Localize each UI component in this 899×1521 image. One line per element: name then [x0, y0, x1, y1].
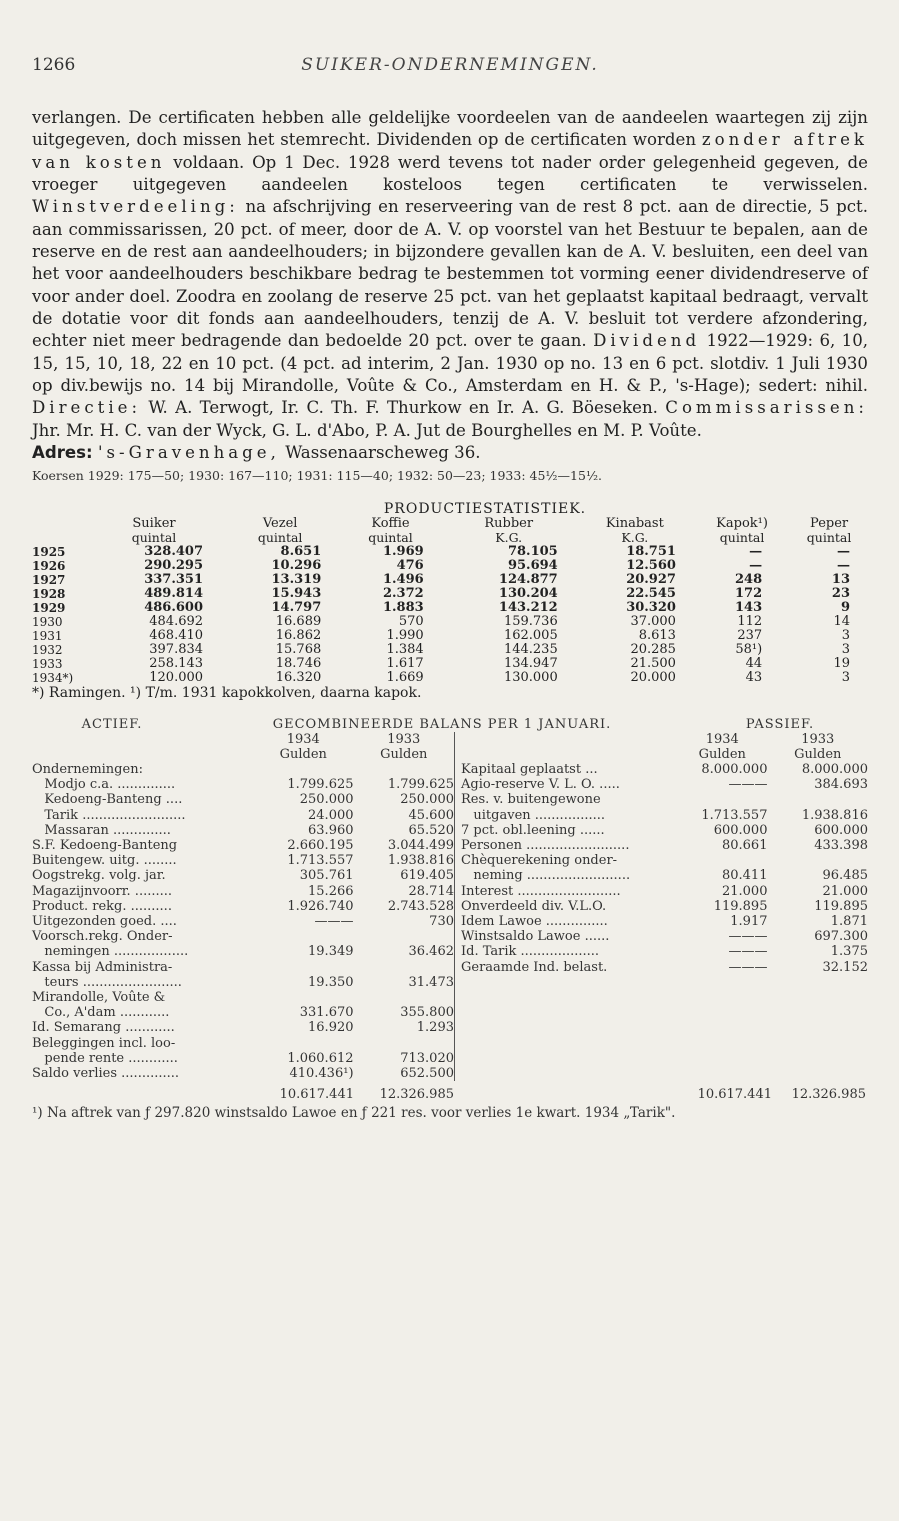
table-row: [32, 643, 868, 657]
row-label: Kedoeng-Banteng ....: [32, 792, 183, 808]
value-cell: 484.692: [149, 613, 204, 629]
value-cell: 20.927: [626, 571, 676, 587]
productie-column-header: Koffie: [371, 515, 410, 531]
passief-year-1933: 1933: [801, 731, 835, 747]
productie-column-header: Rubber: [484, 515, 534, 531]
actief-unit: Gulden: [279, 746, 327, 762]
passief-unit: Gulden: [794, 746, 842, 762]
page-number: 1266: [32, 55, 76, 75]
amount-cell: [767, 792, 868, 807]
value-cell: 328.407: [144, 543, 204, 559]
amount-cell: 19.349: [308, 944, 354, 960]
row-label: Oogstrekg. volg. jar.: [32, 868, 166, 884]
amount-cell: 3.044.499: [387, 837, 454, 853]
row-label: Co., A'dam ............: [32, 1005, 170, 1021]
balans-totals: [32, 1087, 868, 1102]
amount-cell: 32.152: [822, 959, 868, 975]
amount-cell: 1.060.612: [287, 1050, 354, 1066]
amount-cell: ———: [728, 959, 768, 975]
year-cell: 1926: [32, 558, 66, 573]
amount-cell: 1.871: [830, 913, 868, 929]
row-label: Buitengew. uitg. ........: [32, 853, 177, 869]
amount-cell: ———: [728, 777, 768, 793]
total-actief-1934: 10.617.441: [279, 1087, 354, 1103]
row-label: Res. v. buitengewone: [461, 792, 601, 808]
table-row: [32, 792, 454, 807]
row-label: Modjo c.a. ..............: [32, 777, 176, 793]
amount-cell: 250.000: [299, 792, 354, 808]
table-row: [461, 762, 868, 777]
row-label: neming .........................: [461, 868, 631, 884]
actief-table: [32, 732, 454, 1082]
table-row: [461, 808, 868, 823]
year-cell: 1934*): [32, 670, 74, 685]
value-cell: 14: [833, 613, 850, 629]
amount-cell: 28.714: [408, 883, 454, 899]
amount-cell: 96.485: [822, 868, 868, 884]
commissarissen-label: Commissarissen:: [665, 398, 869, 418]
table-row: [32, 559, 868, 573]
amount-cell: 21.000: [721, 883, 768, 899]
actief-label: ACTIEF.: [81, 716, 143, 732]
value-cell: 3: [841, 641, 850, 657]
koersen-line: Koersen 1929: 175—50; 1930: 167—110; 1931: 115—40; 1932: 50—23; 1933: 45½—15½.: [32, 467, 603, 483]
productie-table: [32, 517, 868, 685]
table-row: [461, 792, 868, 807]
value-cell: 1.669: [386, 669, 424, 685]
passief-table: [461, 732, 868, 975]
amount-cell: 19.350: [308, 974, 354, 990]
value-cell: 37.000: [630, 613, 676, 629]
table-row: [32, 884, 454, 899]
value-cell: 159.736: [503, 613, 558, 629]
winstverdeeling-label: Winstverdeeling:: [32, 197, 239, 217]
amount-cell: 65.520: [408, 822, 454, 838]
row-label: Onverdeeld div. V.L.O.: [461, 898, 607, 914]
table-row: [32, 914, 454, 929]
amount-cell: 1.375: [830, 944, 868, 960]
balans-title: GECOMBINEERDE BALANS PER 1 JANUARI.: [272, 716, 612, 732]
table-row: [461, 823, 868, 838]
value-cell: 8.613: [638, 627, 676, 643]
table-row: [32, 657, 868, 671]
row-label: Geraamde Ind. belast.: [461, 959, 608, 975]
value-cell: 290.295: [144, 557, 204, 573]
amount-cell: [253, 762, 353, 777]
productie-column-unit: K.G.: [621, 529, 649, 545]
table-row: [32, 853, 454, 868]
row-label: Mirandolle, Voûte &: [32, 989, 166, 1005]
value-cell: 468.410: [149, 627, 204, 643]
productie-column-unit: quintal: [131, 529, 177, 545]
value-cell: 13: [831, 571, 850, 587]
row-label: Id. Tarik ...................: [461, 944, 600, 960]
value-cell: 120.000: [149, 669, 204, 685]
amount-cell: 433.398: [814, 837, 868, 853]
row-label: Magazijnvoorr. .........: [32, 883, 172, 899]
amount-cell: 619.405: [400, 868, 454, 884]
table-row: [32, 762, 454, 777]
value-cell: 1.384: [386, 641, 424, 657]
amount-cell: 80.411: [721, 868, 768, 884]
year-cell: 1929: [32, 600, 66, 615]
table-row: [461, 929, 868, 944]
table-row: [32, 777, 454, 792]
row-label: Tarik .........................: [32, 807, 186, 823]
amount-cell: 80.661: [721, 837, 768, 853]
value-cell: 143.212: [498, 599, 558, 615]
row-label: nemingen ..................: [32, 944, 189, 960]
value-cell: 10.296: [271, 557, 322, 573]
row-label: Id. Semarang ............: [32, 1020, 175, 1036]
balans-grid: [32, 732, 868, 1082]
row-label: Beleggingen incl. loo-: [32, 1035, 176, 1051]
value-cell: 9: [840, 599, 850, 615]
amount-cell: [767, 853, 868, 868]
productie-column-header: Peper: [810, 515, 849, 531]
year-cell: 1927: [32, 572, 66, 587]
value-cell: 20.285: [630, 641, 676, 657]
table-row: [32, 1066, 454, 1081]
value-cell: 134.947: [503, 655, 558, 671]
value-cell: 1.990: [386, 627, 424, 643]
table-row: [32, 1036, 454, 1051]
productie-statistiek: [32, 501, 868, 701]
amount-cell: [253, 960, 353, 975]
spaced-phrase: zonder aftrek van kosten: [32, 130, 868, 172]
amount-cell: [253, 990, 353, 1005]
value-cell: 58¹): [735, 641, 763, 657]
amount-cell: 119.895: [814, 898, 868, 914]
value-cell: 486.600: [144, 599, 204, 615]
value-cell: 16.320: [275, 669, 322, 685]
amount-cell: 713.020: [400, 1050, 454, 1066]
value-cell: 3: [841, 627, 850, 643]
paragraph-certificaten: verlangen. De certificaten hebben alle geldelijke voordeelen van de aandeelen waartegen zij zijn uitgegeven, doch missen het stemrecht. Dividenden op de certificaten worden zonder aftrek van kosten voldaan. Op 1 Dec. 1928 werd tevens tot nader order gelegenheid gegeven, de vroeger uitgegeven aandeelen kosteloos tegen certificaten te verwisselen. Winstverdeeling: na afschrijving en reserveering van de rest 8 pct. aan de directie, 5 pct. aan commissarissen, 20 pct. of meer, door de A. V. op voorstel van het Bestuur te bepalen, aan de reserve en de rest aan aandeelhouders; in bijzondere gevallen kan de A. V. besluiten, een deel van het voor aandeelhouders beschikbare bedrag te bestemmen tot vorming eener dividendreserve of voor ander doel. Zoodra en zoolang de reserve 25 pct. van het geplaatst kapitaal bedraagt, vervalt de dotatie voor dit fonds aan aandeelhouders, tenzij de A. V. besluit tot verdere afzondering, echter niet meer bedragende dan bedoelde 20 pct. over te gaan. Dividend 1922—1929: 6, 10, 15, 15, 10, 18, 22 en 10 pct. (4 pct. ad interim, 2 Jan. 1930 op no. 13 en 6 pct. slotdiv. 1 Juli 1930 op div.bewijs no. 14 bij Mirandolle, Voûte & Co., Amsterdam en H. & P., 's-Hage); sedert: nihil. Directie: W. A. Terwogt, Ir. C. Th. F. Thurkow en Ir. A. G. Böeseken. Commissarissen: Jhr. Mr. H. C. van der Wyck, G. L. d'Abo, P. A. Jut de Bourghelles en M. P. Voûte.: [32, 108, 869, 440]
value-cell: 15.768: [275, 641, 322, 657]
value-cell: 337.351: [144, 571, 204, 587]
value-cell: 143: [735, 599, 763, 615]
value-cell: 397.834: [149, 641, 204, 657]
amount-cell: 63.960: [308, 822, 354, 838]
amount-cell: [354, 929, 454, 944]
table-row: [461, 960, 868, 975]
table-row: [461, 777, 868, 792]
value-cell: 144.235: [503, 641, 558, 657]
adres-street: Wassenaarscheweg 36.: [285, 443, 481, 463]
value-cell: 78.105: [507, 543, 558, 559]
amount-cell: 1.713.557: [701, 807, 768, 823]
productie-column-header: Kapok¹): [716, 515, 768, 531]
amount-cell: 1.293: [416, 1020, 454, 1036]
value-cell: 237: [737, 627, 763, 643]
amount-cell: 16.920: [308, 1020, 354, 1036]
productie-column-header: Kinabast: [605, 515, 664, 531]
year-cell: 1931: [32, 628, 63, 643]
value-cell: 44: [745, 655, 763, 671]
amount-cell: 31.473: [408, 974, 454, 990]
value-cell: 14.797: [271, 599, 322, 615]
year-cell: 1930: [32, 614, 63, 629]
table-row: [32, 823, 454, 838]
total-passief-1934: 10.617.441: [697, 1087, 772, 1103]
amount-cell: 2.660.195: [287, 837, 354, 853]
value-cell: 570: [398, 613, 424, 629]
amount-cell: 1.917: [730, 913, 768, 929]
value-cell: 15.943: [271, 585, 322, 601]
value-cell: 12.560: [626, 557, 676, 573]
amount-cell: [354, 960, 454, 975]
value-cell: —: [837, 557, 850, 573]
page: [32, 55, 868, 1122]
amount-cell: 250.000: [400, 792, 454, 808]
actief-unit: Gulden: [380, 746, 428, 762]
row-label: Ondernemingen:: [32, 761, 143, 777]
value-cell: 16.862: [275, 627, 322, 643]
balans-header: [32, 717, 868, 732]
value-cell: 22.545: [626, 585, 676, 601]
productie-column-header: Suiker: [132, 515, 176, 531]
amount-cell: 8.000.000: [801, 761, 868, 777]
table-row: [32, 1051, 454, 1066]
value-cell: 2.372: [382, 585, 424, 601]
value-cell: 23: [831, 585, 850, 601]
passief-unit: Gulden: [698, 746, 746, 762]
value-cell: 19: [833, 655, 850, 671]
gecombineerde-balans: [32, 717, 868, 1123]
row-label: Product. rekg. ..........: [32, 898, 172, 914]
table-row: [461, 868, 868, 883]
total-actief-1933: 12.326.985: [379, 1087, 454, 1103]
table-row: [32, 944, 454, 959]
amount-cell: ———: [728, 929, 768, 945]
passief-column: [454, 732, 868, 1082]
table-row: [461, 899, 868, 914]
amount-cell: [677, 792, 767, 807]
company-description: [32, 107, 868, 465]
row-label: Kassa bij Administra-: [32, 959, 173, 975]
value-cell: 43: [745, 669, 763, 685]
amount-cell: 15.266: [308, 883, 354, 899]
value-cell: —: [749, 557, 763, 573]
row-label: Voorsch.rekg. Onder-: [32, 929, 173, 945]
productie-column-unit: quintal: [368, 529, 413, 545]
row-label: 7 pct. obl.leening ......: [461, 822, 605, 838]
amount-cell: 36.462: [408, 944, 454, 960]
year-cell: 1933: [32, 656, 63, 671]
table-row: [461, 914, 868, 929]
value-cell: 1.969: [382, 543, 424, 559]
table-row: [32, 573, 868, 587]
table-row: [32, 990, 454, 1005]
table-row: [461, 944, 868, 959]
row-label: Winstsaldo Lawoe ......: [461, 929, 610, 945]
amount-cell: 1.938.816: [801, 807, 868, 823]
amount-cell: 600.000: [814, 822, 868, 838]
amount-cell: 119.895: [713, 898, 768, 914]
value-cell: 21.500: [630, 655, 676, 671]
passief-label: PASSIEF.: [745, 716, 815, 732]
table-row: [32, 587, 868, 601]
amount-cell: 1.799.625: [387, 777, 454, 793]
amount-cell: 2.743.528: [387, 898, 454, 914]
row-label: S.F. Kedoeng-Banteng: [32, 837, 178, 853]
table-row: [32, 615, 868, 629]
value-cell: 18.746: [275, 655, 322, 671]
value-cell: 95.694: [507, 557, 558, 573]
amount-cell: 24.000: [308, 807, 354, 823]
row-label: teurs ........................: [32, 974, 182, 990]
table-row: [32, 960, 454, 975]
amount-cell: 355.800: [400, 1005, 454, 1021]
table-row: [32, 899, 454, 914]
amount-cell: 652.500: [400, 1065, 454, 1081]
value-cell: 13.319: [271, 571, 322, 587]
actief-column: [32, 732, 454, 1082]
value-cell: —: [749, 543, 763, 559]
productie-column-header: Vezel: [262, 515, 298, 531]
table-row: [32, 601, 868, 615]
table-row: [32, 929, 454, 944]
amount-cell: [354, 1036, 454, 1051]
value-cell: 258.143: [149, 655, 204, 671]
amount-cell: 600.000: [713, 822, 768, 838]
value-cell: 489.814: [144, 585, 204, 601]
row-label: Kapitaal geplaatst ...: [461, 761, 598, 777]
amount-cell: 410.436¹): [289, 1065, 354, 1081]
passief-year-1934: 1934: [705, 731, 739, 747]
table-row: [32, 1005, 454, 1020]
dividend-label: Dividend: [593, 331, 701, 351]
amount-cell: 331.670: [299, 1005, 354, 1021]
amount-cell: [354, 990, 454, 1005]
table-row: [32, 868, 454, 883]
row-label: Agio-reserve V. L. O. .....: [461, 777, 620, 793]
value-cell: 18.751: [626, 543, 676, 559]
amount-cell: 384.693: [814, 777, 868, 793]
table-row: [32, 545, 868, 559]
row-label: Chèquerekening onder-: [461, 853, 618, 869]
table-row: [32, 629, 868, 643]
table-row: [461, 884, 868, 899]
adres-label: Adres:: [32, 443, 93, 463]
total-passief-1933: 12.326.985: [791, 1087, 866, 1103]
table-row: [32, 671, 868, 685]
value-cell: 1.496: [382, 571, 424, 587]
adres-line: [32, 442, 868, 464]
table-row: [461, 853, 868, 868]
value-cell: 3: [841, 669, 850, 685]
amount-cell: [354, 762, 454, 777]
value-cell: 30.320: [626, 599, 676, 615]
year-cell: 1925: [32, 544, 66, 559]
row-label: Saldo verlies ..............: [32, 1065, 180, 1081]
value-cell: 130.000: [503, 669, 558, 685]
amount-cell: 45.600: [408, 807, 454, 823]
actief-year-1933: 1933: [387, 731, 421, 747]
amount-cell: 730: [429, 913, 454, 929]
year-cell: 1932: [32, 642, 63, 657]
productie-column-unit: K.G.: [495, 529, 523, 545]
table-row: [32, 1020, 454, 1035]
row-label: Personen .........................: [461, 837, 630, 853]
value-cell: 20.000: [630, 669, 676, 685]
productie-title: PRODUCTIESTATISTIEK.: [383, 500, 587, 517]
directie-label: Directie:: [32, 398, 142, 418]
amount-cell: 21.000: [822, 883, 868, 899]
table-row: [32, 975, 454, 990]
adres-city: 's-Gravenhage,: [97, 443, 280, 463]
value-cell: 248: [735, 571, 763, 587]
value-cell: 8.651: [280, 543, 322, 559]
amount-cell: 1.713.557: [287, 853, 354, 869]
amount-cell: [677, 853, 767, 868]
row-label: Uitgezonden goed. ....: [32, 913, 177, 929]
row-label: Idem Lawoe ...............: [461, 913, 608, 929]
amount-cell: 1.938.816: [387, 853, 454, 869]
row-label: Interest .........................: [461, 883, 621, 899]
productie-column-unit: quintal: [719, 529, 765, 545]
value-cell: 1.617: [386, 655, 424, 671]
amount-cell: 1.926.740: [287, 898, 354, 914]
productie-column-unit: quintal: [806, 529, 852, 545]
row-label: Massaran ..............: [32, 822, 171, 838]
page-header: [32, 55, 868, 85]
balans-footnote: ¹) Na aftrek van ƒ 297.820 winstsaldo Lawoe en ƒ 221 res. voor verlies 1e kwart. 1934 „Tarik".: [32, 1105, 676, 1122]
value-cell: 130.204: [498, 585, 558, 601]
amount-cell: ———: [314, 913, 354, 929]
amount-cell: ———: [728, 944, 768, 960]
running-title: SUIKER-ONDERNEMINGEN.: [301, 55, 599, 75]
year-cell: 1928: [32, 586, 66, 601]
table-row: [32, 838, 454, 853]
value-cell: 172: [735, 585, 763, 601]
value-cell: 1.883: [382, 599, 424, 615]
productie-column-unit: quintal: [257, 529, 303, 545]
amount-cell: 1.799.625: [287, 777, 354, 793]
amount-cell: [253, 1036, 353, 1051]
amount-cell: 8.000.000: [701, 761, 768, 777]
row-label: uitgaven .................: [461, 807, 606, 823]
amount-cell: 697.300: [814, 929, 868, 945]
table-row: [32, 808, 454, 823]
value-cell: —: [837, 543, 850, 559]
value-cell: 476: [396, 557, 424, 573]
value-cell: 162.005: [503, 627, 558, 643]
amount-cell: [253, 929, 353, 944]
productie-note: *) Ramingen. ¹) T/m. 1931 kapokkolven, daarna kapok.: [32, 684, 422, 701]
value-cell: 112: [737, 613, 763, 629]
row-label: pende rente ............: [32, 1050, 178, 1066]
actief-year-1934: 1934: [286, 731, 320, 747]
value-cell: 16.689: [275, 613, 322, 629]
amount-cell: 305.761: [299, 868, 354, 884]
table-row: [461, 838, 868, 853]
value-cell: 124.877: [498, 571, 558, 587]
